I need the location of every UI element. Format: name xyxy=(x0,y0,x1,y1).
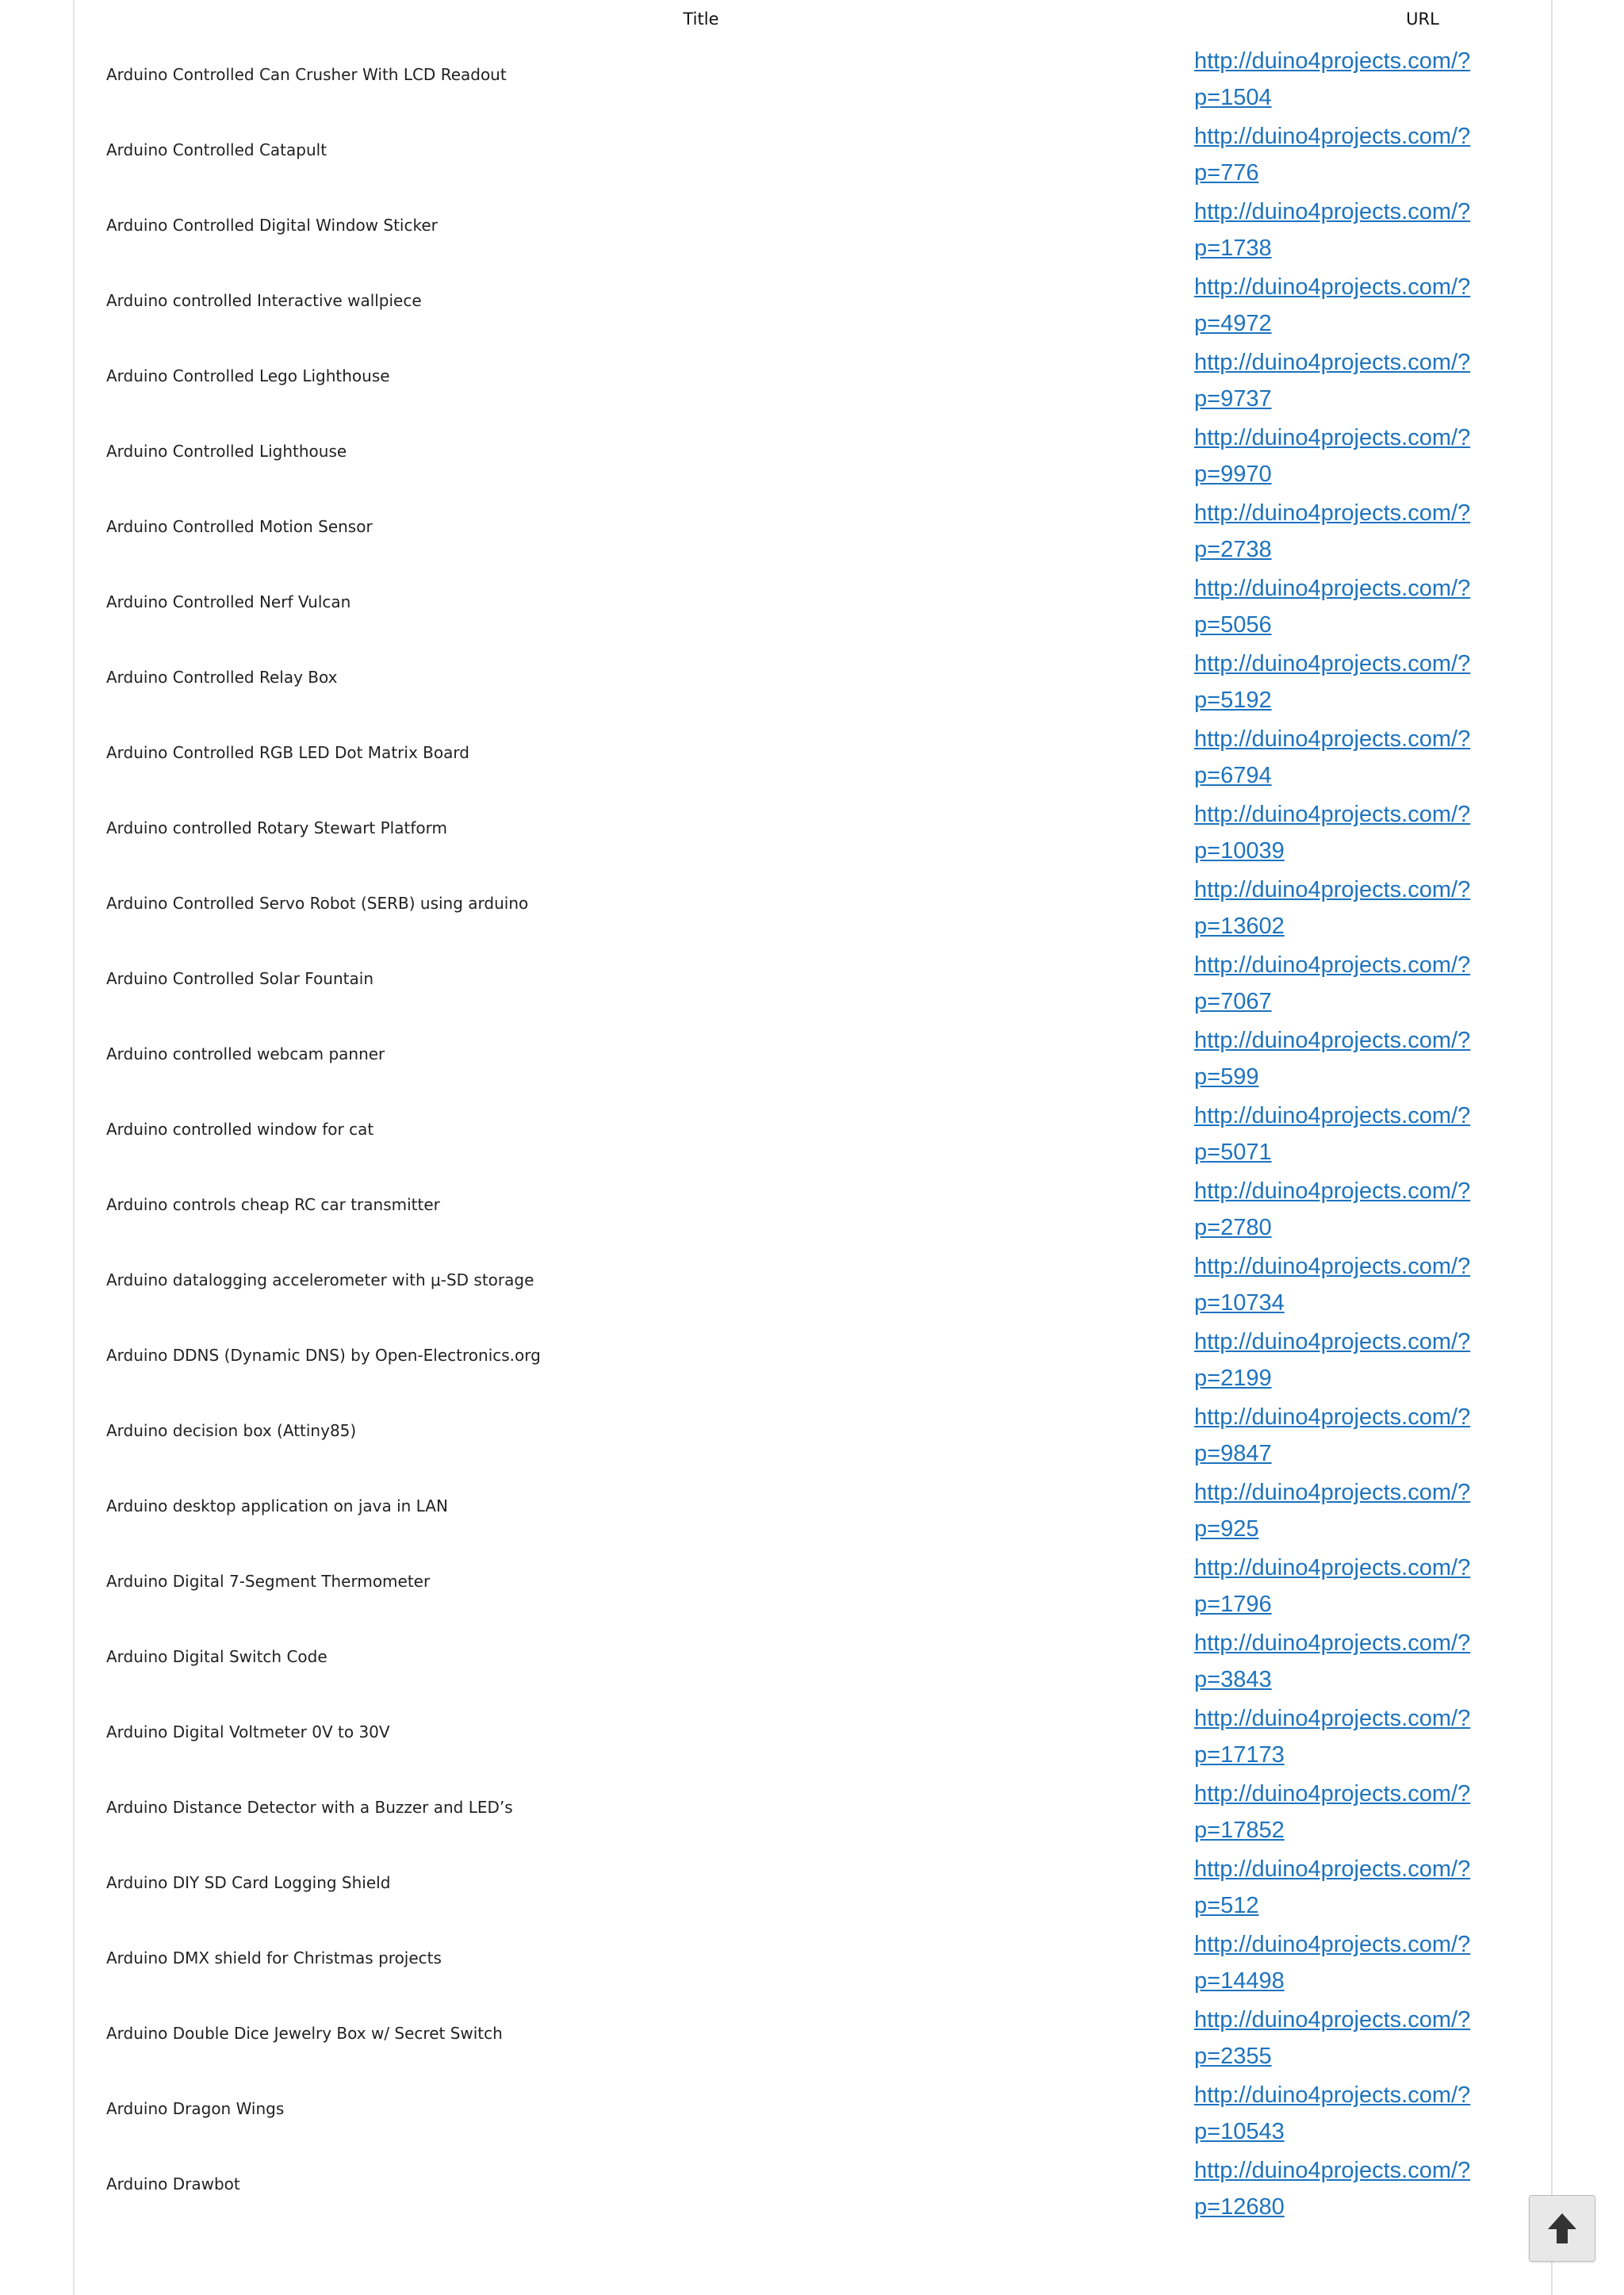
url-line: p=2738 xyxy=(1194,537,1272,562)
table-row xyxy=(106,1926,1549,2002)
url-line: p=1504 xyxy=(1194,85,1272,110)
project-url-link[interactable] xyxy=(1194,1926,1480,1999)
project-url-link[interactable] xyxy=(1194,1173,1480,1246)
url-line: http://duino4projects.com/? xyxy=(1194,877,1471,902)
column-header-title: Title xyxy=(683,10,719,29)
project-title: Arduino Double Dice Jewelry Box w/ Secret Switch xyxy=(106,2024,503,2043)
project-url-link[interactable] xyxy=(1194,947,1480,1020)
table-row xyxy=(106,646,1549,721)
url-line: http://duino4projects.com/? xyxy=(1194,1103,1471,1128)
project-url-link[interactable] xyxy=(1194,269,1480,342)
project-url-link[interactable] xyxy=(1194,1625,1480,1698)
url-line: http://duino4projects.com/? xyxy=(1194,1028,1471,1053)
url-line: p=5056 xyxy=(1194,612,1272,638)
table-body xyxy=(106,43,1549,2228)
url-line: p=6794 xyxy=(1194,763,1272,788)
table-row xyxy=(106,1324,1549,1399)
project-url-link[interactable] xyxy=(1194,721,1480,794)
project-title: Arduino Dragon Wings xyxy=(106,2099,285,2118)
project-url-link[interactable] xyxy=(1194,344,1480,417)
url-line: http://duino4projects.com/? xyxy=(1194,500,1471,526)
url-line: p=12680 xyxy=(1194,2194,1285,2220)
project-title: Arduino Digital Switch Code xyxy=(106,1647,327,1666)
project-title: Arduino Controlled Lighthouse xyxy=(106,442,347,461)
project-title: Arduino DDNS (Dynamic DNS) by Open-Electronics.org xyxy=(106,1346,541,1365)
url-line: http://duino4projects.com/? xyxy=(1194,124,1471,149)
url-line: p=4972 xyxy=(1194,311,1272,336)
url-line: p=5071 xyxy=(1194,1140,1272,1165)
back-to-top-button[interactable] xyxy=(1529,2195,1595,2262)
project-title: Arduino controlled Interactive wallpiece xyxy=(106,291,422,310)
table-row xyxy=(106,269,1549,344)
project-url-link[interactable] xyxy=(1194,1550,1480,1623)
project-title: Arduino DIY SD Card Logging Shield xyxy=(106,1873,391,1892)
url-line: http://duino4projects.com/? xyxy=(1194,1555,1471,1580)
table-row xyxy=(106,721,1549,796)
project-title: Arduino Controlled Relay Box xyxy=(106,668,338,687)
url-line: p=2780 xyxy=(1194,1215,1272,1240)
table-row xyxy=(106,1550,1549,1625)
table-row xyxy=(106,495,1549,570)
url-line: http://duino4projects.com/? xyxy=(1194,350,1471,375)
project-url-link[interactable] xyxy=(1194,1098,1480,1170)
table-row xyxy=(106,1022,1549,1098)
project-title: Arduino desktop application on java in LAN xyxy=(106,1496,448,1515)
project-title: Arduino Digital Voltmeter 0V to 30V xyxy=(106,1722,390,1741)
project-title: Arduino Controlled Can Crusher With LCD Readout xyxy=(106,65,507,84)
project-title: Arduino DMX shield for Christmas projects xyxy=(106,1948,442,1967)
url-line: p=10039 xyxy=(1194,838,1285,864)
url-line: http://duino4projects.com/? xyxy=(1194,1706,1471,1731)
table-row xyxy=(106,1248,1549,1324)
url-line: p=776 xyxy=(1194,160,1259,186)
url-line: http://duino4projects.com/? xyxy=(1194,1254,1471,1279)
url-line: p=17173 xyxy=(1194,1742,1285,1768)
url-line: p=10543 xyxy=(1194,2119,1285,2144)
project-title: Arduino controlled Rotary Stewart Platform xyxy=(106,818,447,837)
project-url-link[interactable] xyxy=(1194,495,1480,568)
project-title: Arduino decision box (Attiny85) xyxy=(106,1421,357,1440)
project-url-link[interactable] xyxy=(1194,1700,1480,1773)
table-row xyxy=(106,1776,1549,1851)
url-line: http://duino4projects.com/? xyxy=(1194,2158,1471,2183)
url-line: p=13602 xyxy=(1194,914,1285,939)
table-row xyxy=(106,947,1549,1022)
projects-table xyxy=(106,0,1549,2220)
url-line: http://duino4projects.com/? xyxy=(1194,726,1471,752)
table-row xyxy=(106,872,1549,947)
project-title: Arduino Drawbot xyxy=(106,2174,240,2193)
url-line: p=17852 xyxy=(1194,1818,1285,1843)
project-title: Arduino controlled window for cat xyxy=(106,1120,374,1139)
url-line: p=10734 xyxy=(1194,1290,1285,1316)
project-url-link[interactable] xyxy=(1194,193,1480,266)
table-row xyxy=(106,118,1549,193)
url-line: p=599 xyxy=(1194,1064,1259,1090)
project-title: Arduino Controlled RGB LED Dot Matrix Board xyxy=(106,743,469,762)
project-title: Arduino Controlled Motion Sensor xyxy=(106,517,373,536)
table-row xyxy=(106,2002,1549,2077)
project-title: Arduino Controlled Lego Lighthouse xyxy=(106,366,390,385)
project-url-link[interactable] xyxy=(1194,872,1480,944)
url-line: http://duino4projects.com/? xyxy=(1194,1630,1471,1656)
url-line: p=1738 xyxy=(1194,236,1272,261)
table-row xyxy=(106,2152,1549,2228)
project-url-link[interactable] xyxy=(1194,2002,1480,2075)
project-title: Arduino Digital 7-Segment Thermometer xyxy=(106,1572,431,1591)
url-line: http://duino4projects.com/? xyxy=(1194,1480,1471,1505)
project-url-link[interactable] xyxy=(1194,43,1480,116)
table-row xyxy=(106,193,1549,269)
project-url-link[interactable] xyxy=(1194,570,1480,643)
project-url-link[interactable] xyxy=(1194,118,1480,191)
url-line: http://duino4projects.com/? xyxy=(1194,1932,1471,1957)
url-line: p=5192 xyxy=(1194,688,1272,713)
project-url-link[interactable] xyxy=(1194,1776,1480,1849)
arrow-up-icon xyxy=(1546,2212,1578,2245)
url-line: p=14498 xyxy=(1194,1968,1285,1994)
url-line: http://duino4projects.com/? xyxy=(1194,952,1471,978)
url-line: http://duino4projects.com/? xyxy=(1194,48,1471,74)
table-header xyxy=(106,0,1549,43)
url-line: http://duino4projects.com/? xyxy=(1194,425,1471,450)
url-line: p=2355 xyxy=(1194,2044,1272,2069)
url-line: p=1796 xyxy=(1194,1592,1272,1617)
url-line: p=9737 xyxy=(1194,386,1272,412)
project-url-link[interactable] xyxy=(1194,1324,1480,1397)
table-row xyxy=(106,1851,1549,1926)
project-url-link[interactable] xyxy=(1194,1022,1480,1095)
url-line: p=9970 xyxy=(1194,462,1272,487)
url-line: http://duino4projects.com/? xyxy=(1194,1781,1471,1806)
table-row xyxy=(106,796,1549,872)
table-row xyxy=(106,1474,1549,1550)
project-url-link[interactable] xyxy=(1194,1851,1480,1924)
table-row xyxy=(106,570,1549,646)
url-line: p=9847 xyxy=(1194,1441,1272,1466)
column-header-url: URL xyxy=(1406,10,1439,29)
project-url-link[interactable] xyxy=(1194,646,1480,718)
url-line: p=2199 xyxy=(1194,1366,1272,1391)
url-line: p=512 xyxy=(1194,1893,1259,1918)
url-line: http://duino4projects.com/? xyxy=(1194,2082,1471,2108)
url-line: http://duino4projects.com/? xyxy=(1194,802,1471,827)
page-container xyxy=(73,0,1553,2295)
url-line: http://duino4projects.com/? xyxy=(1194,1178,1471,1204)
url-line: http://duino4projects.com/? xyxy=(1194,199,1471,224)
table-row xyxy=(106,1399,1549,1474)
project-title: Arduino Controlled Servo Robot (SERB) using arduino xyxy=(106,894,529,913)
project-url-link[interactable] xyxy=(1194,2152,1480,2225)
project-url-link[interactable] xyxy=(1194,796,1480,869)
url-line: http://duino4projects.com/? xyxy=(1194,2007,1471,2033)
url-line: p=925 xyxy=(1194,1516,1259,1542)
table-row xyxy=(106,420,1549,495)
project-url-link[interactable] xyxy=(1194,1399,1480,1472)
project-url-link[interactable] xyxy=(1194,420,1480,492)
url-line: http://duino4projects.com/? xyxy=(1194,651,1471,676)
project-url-link[interactable] xyxy=(1194,2077,1480,2150)
url-line: http://duino4projects.com/? xyxy=(1194,576,1471,601)
table-row xyxy=(106,1098,1549,1173)
project-url-link[interactable] xyxy=(1194,1474,1480,1547)
project-title: Arduino Distance Detector with a Buzzer and LED’s xyxy=(106,1798,513,1817)
project-title: Arduino Controlled Nerf Vulcan xyxy=(106,592,351,611)
url-line: http://duino4projects.com/? xyxy=(1194,1329,1471,1354)
url-line: p=3843 xyxy=(1194,1667,1272,1692)
url-line: p=7067 xyxy=(1194,989,1272,1014)
table-row xyxy=(106,2077,1549,2152)
project-title: Arduino controlled webcam panner xyxy=(106,1044,385,1063)
url-line: http://duino4projects.com/? xyxy=(1194,1856,1471,1882)
url-line: http://duino4projects.com/? xyxy=(1194,1404,1471,1430)
table-row xyxy=(106,344,1549,420)
project-title: Arduino Controlled Digital Window Sticker xyxy=(106,216,438,235)
table-row xyxy=(106,1700,1549,1776)
project-url-link[interactable] xyxy=(1194,1248,1480,1321)
table-row xyxy=(106,1173,1549,1248)
project-title: Arduino Controlled Solar Fountain xyxy=(106,969,373,988)
project-title: Arduino datalogging accelerometer with μ-SD storage xyxy=(106,1270,534,1289)
table-row xyxy=(106,43,1549,118)
table-row xyxy=(106,1625,1549,1700)
url-line: http://duino4projects.com/? xyxy=(1194,274,1471,300)
project-title: Arduino Controlled Catapult xyxy=(106,140,327,159)
project-title: Arduino controls cheap RC car transmitter xyxy=(106,1195,440,1214)
